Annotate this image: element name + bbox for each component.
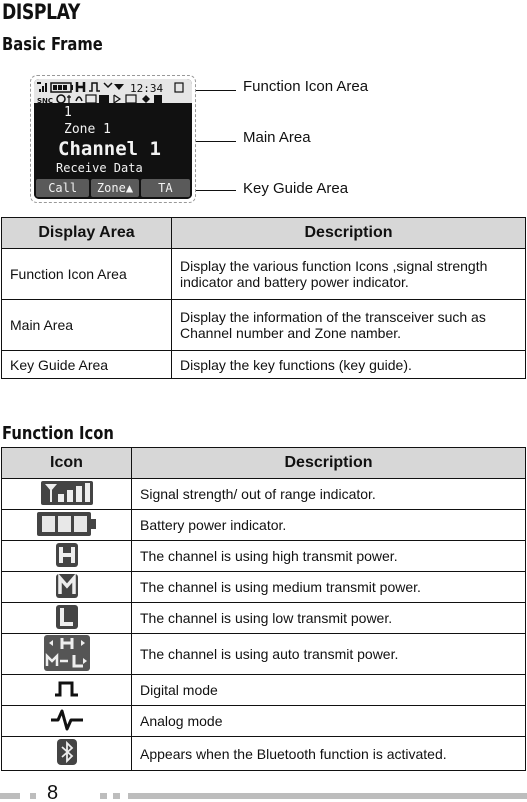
table2-cell: Digital mode (132, 675, 526, 706)
table1-cell: Function Icon Area (2, 249, 172, 300)
table2-header-description: Description (132, 448, 526, 479)
callout-function-icon-area: Function Icon Area (243, 78, 369, 95)
table1-header-description: Description (172, 218, 526, 249)
lcd-key-zone: Zone▲ (91, 179, 138, 197)
table2-header-icon: Icon (2, 448, 132, 479)
lcd-display-figure (34, 79, 192, 199)
section-title-function-icon: Function Icon (2, 423, 114, 444)
callout-line-key-guide (196, 190, 236, 191)
lcd-snc-label: SNC (37, 97, 54, 105)
high-power-icon (56, 543, 78, 567)
footer-bar-segment (113, 793, 120, 799)
table2-cell: Battery power indicator. (132, 510, 526, 541)
analog-mode-icon (50, 709, 84, 731)
digital-mode-icon (54, 680, 80, 698)
lcd-line-receive: Receive Data (56, 161, 143, 175)
battery-icon (37, 512, 97, 536)
table-row (2, 675, 526, 706)
table-row (2, 510, 526, 541)
table-row (2, 603, 526, 634)
function-icon-table (1, 447, 526, 771)
callout-line-function-icon (196, 90, 236, 91)
display-area-table (1, 217, 526, 379)
signal-strength-icon (41, 481, 93, 505)
callout-line-main (196, 141, 236, 142)
page-number: 8 (47, 782, 59, 802)
table2-cell: The channel is using high transmit power. (132, 541, 526, 572)
lcd-key-guide-area (34, 177, 192, 199)
table-row (2, 706, 526, 737)
lcd-clock-text: 12:34 (130, 82, 164, 95)
callout-key-guide-area: Key Guide Area (243, 180, 349, 197)
table2-cell: The channel is using auto transmit power. (132, 634, 526, 675)
footer-bar-segment (0, 793, 20, 799)
table-row (2, 479, 526, 510)
lcd-icon-row-graphic (34, 79, 192, 105)
table-row (2, 572, 526, 603)
footer-bar-segment (30, 793, 36, 799)
lcd-function-icon-area (34, 79, 192, 105)
lcd-key-call: Call (36, 179, 89, 197)
low-power-icon (56, 605, 78, 629)
table1-cell: Display the key functions (key guide). (172, 351, 526, 379)
lcd-key-ta: TA (141, 179, 190, 197)
lcd-line-channel: Channel 1 (58, 138, 161, 160)
table2-cell: The channel is using medium transmit power. (132, 572, 526, 603)
auto-power-icon (44, 635, 90, 671)
table-row (2, 541, 526, 572)
medium-power-icon (56, 574, 78, 598)
table-row (2, 351, 526, 379)
table1-header-area: Display Area (2, 218, 172, 249)
lcd-line-1: 1 (64, 105, 72, 120)
table2-cell: Appears when the Bluetooth function is activated. (132, 737, 526, 771)
table1-cell: Display the various function Icons ,signal strength indicator and battery power indicator. (172, 249, 526, 300)
bluetooth-icon (57, 739, 77, 765)
table-row (2, 300, 526, 351)
table-row (2, 737, 526, 771)
table-row (2, 249, 526, 300)
callout-main-area: Main Area (243, 129, 311, 146)
lcd-line-zone: Zone 1 (64, 122, 111, 137)
table1-cell: Main Area (2, 300, 172, 351)
table1-cell: Display the information of the transceiver such as Channel number and Zone namber. (172, 300, 526, 351)
lcd-main-area (34, 105, 192, 177)
lcd-signal-icon (37, 82, 47, 92)
table2-cell: Signal strength/ out of range indicator. (132, 479, 526, 510)
table2-cell: The channel is using low transmit power. (132, 603, 526, 634)
footer-bar-segment (100, 793, 107, 799)
table-row (2, 634, 526, 675)
page-title: DISPLAY (2, 0, 80, 24)
table2-cell: Analog mode (132, 706, 526, 737)
section-title-basic-frame: Basic Frame (2, 34, 103, 55)
table1-cell: Key Guide Area (2, 351, 172, 379)
footer-bar-segment (128, 793, 527, 799)
